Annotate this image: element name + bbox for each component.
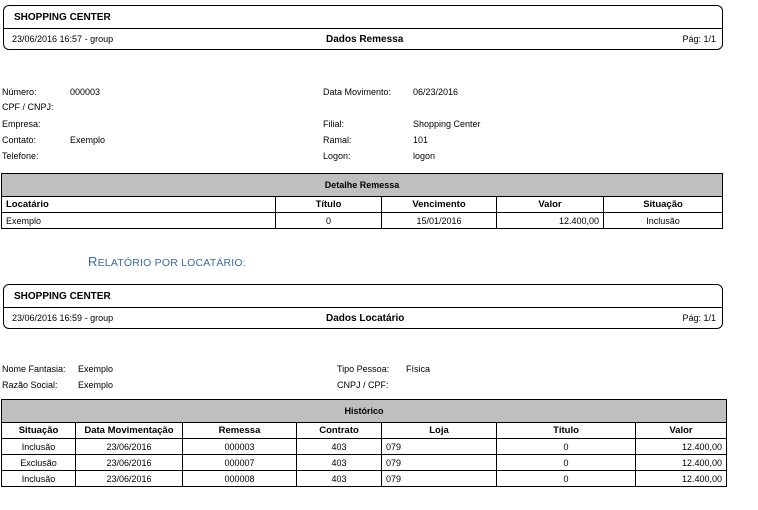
cell-loja: 079 xyxy=(382,439,497,455)
cell-valor: 12.400,00 xyxy=(497,213,604,229)
empresa-label: Empresa: xyxy=(2,119,41,129)
nome-fantasia-value: Exemplo xyxy=(78,364,114,374)
data-movimento-value: 06/23/2016 xyxy=(413,87,459,97)
cell-remessa: 000007 xyxy=(183,455,297,471)
col-header-situacao: Situação xyxy=(2,423,76,439)
table-row xyxy=(2,213,723,229)
telefone-label: Telefone: xyxy=(2,151,39,161)
report2-header xyxy=(3,284,723,329)
report1-company: SHOPPING CENTER xyxy=(14,12,111,23)
table-row xyxy=(2,439,727,455)
detalhe-remessa-band: Detalhe Remessa xyxy=(2,174,723,197)
report2-page: Pág: 1/1 xyxy=(682,313,716,323)
col-header-remessa: Remessa xyxy=(183,423,297,439)
cnpj-cpf-label: CNPJ / CPF: xyxy=(337,380,389,390)
cell-remessa: 000008 xyxy=(183,471,297,487)
table-row xyxy=(2,455,727,471)
numero-value: 000003 xyxy=(70,87,101,97)
ramal-value: 101 xyxy=(413,135,429,145)
cell-contrato: 403 xyxy=(297,455,382,471)
cell-valor: 12.400,00 xyxy=(636,439,727,455)
col-header-valor: Valor xyxy=(636,423,727,439)
cell-data-movimentacao: 23/06/2016 xyxy=(76,455,183,471)
report2-datetime: 23/06/2016 16:59 - group xyxy=(12,313,114,323)
report1-page: Pág: 1/1 xyxy=(682,34,716,44)
cell-situacao: Inclusão xyxy=(604,213,723,229)
logon-label: Logon: xyxy=(323,151,351,161)
report1-header xyxy=(3,5,723,50)
section-title-rest: ELATÓRIO POR LOCATÁRIO: xyxy=(97,257,246,269)
contato-value: Exemplo xyxy=(70,135,106,145)
tipo-pessoa-value: Física xyxy=(406,364,431,374)
cell-locatario: Exemplo xyxy=(2,213,276,229)
cell-situacao: Inclusão xyxy=(2,439,76,455)
cell-contrato: 403 xyxy=(297,439,382,455)
col-header-titulo: Título xyxy=(497,423,636,439)
numero-label: Número: xyxy=(2,87,37,97)
col-header-vencimento: Vencimento xyxy=(382,197,497,213)
contato-label: Contato: xyxy=(2,135,37,145)
col-header-titulo: Título xyxy=(276,197,382,213)
historico-table xyxy=(1,399,727,487)
filial-label: Filial: xyxy=(323,119,345,129)
cell-situacao: Inclusão xyxy=(2,471,76,487)
filial-value: Shopping Center xyxy=(413,119,481,129)
detalhe-remessa-table xyxy=(1,173,723,229)
cell-titulo: 0 xyxy=(276,213,382,229)
cell-titulo: 0 xyxy=(497,439,636,455)
historico-band: Histórico xyxy=(2,400,727,423)
report2-title: Dados Locatário xyxy=(326,313,405,324)
cpf-label: CPF / CNPJ: xyxy=(2,102,54,112)
section-title xyxy=(88,254,246,269)
razao-social-value: Exemplo xyxy=(78,380,114,390)
cell-vencimento: 15/01/2016 xyxy=(382,213,497,229)
ramal-label: Ramal: xyxy=(323,135,352,145)
cell-titulo: 0 xyxy=(497,471,636,487)
cell-situacao: Exclusão xyxy=(2,455,76,471)
col-header-contrato: Contrato xyxy=(297,423,382,439)
data-movimento-label: Data Movimento: xyxy=(323,87,392,97)
cell-loja: 079 xyxy=(382,455,497,471)
report1-title: Dados Remessa xyxy=(326,34,404,45)
table-header-row xyxy=(2,423,727,439)
cell-data-movimentacao: 23/06/2016 xyxy=(76,439,183,455)
report1-header-divider xyxy=(4,28,722,29)
report2-header-divider xyxy=(4,307,722,308)
col-header-valor: Valor xyxy=(497,197,604,213)
cell-data-movimentacao: 23/06/2016 xyxy=(76,471,183,487)
razao-social-label: Razão Social: xyxy=(2,380,58,390)
col-header-data-movimentacao: Data Movimentação xyxy=(76,423,183,439)
section-title-initial: R xyxy=(88,254,98,269)
logon-value: logon xyxy=(413,151,436,161)
report1-datetime: 23/06/2016 16:57 - group xyxy=(12,34,114,44)
cell-remessa: 000003 xyxy=(183,439,297,455)
cell-titulo: 0 xyxy=(497,455,636,471)
cell-valor: 12.400,00 xyxy=(636,471,727,487)
table-row xyxy=(2,471,727,487)
col-header-locatario: Locatário xyxy=(2,197,276,213)
tipo-pessoa-label: Tipo Pessoa: xyxy=(337,364,390,374)
col-header-loja: Loja xyxy=(382,423,497,439)
cell-contrato: 403 xyxy=(297,471,382,487)
cell-loja: 079 xyxy=(382,471,497,487)
table-header-row xyxy=(2,197,723,213)
cell-valor: 12.400,00 xyxy=(636,455,727,471)
nome-fantasia-label: Nome Fantasia: xyxy=(2,364,66,374)
report2-company: SHOPPING CENTER xyxy=(14,291,111,302)
col-header-situacao: Situação xyxy=(604,197,723,213)
